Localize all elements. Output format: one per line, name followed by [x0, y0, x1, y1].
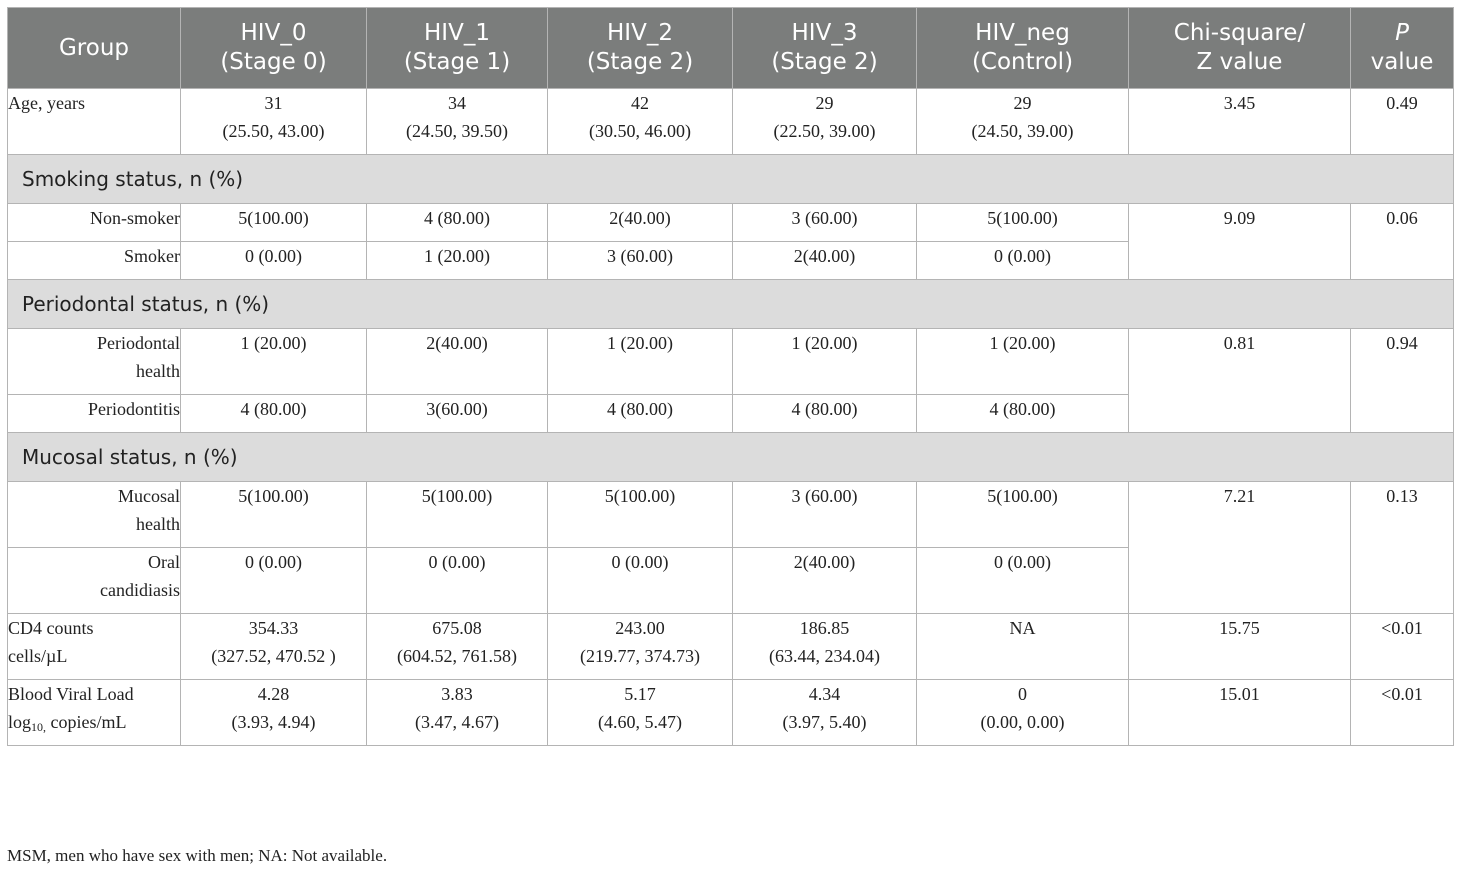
table-footnote: MSM, men who have sex with men; NA: Not available.	[7, 846, 388, 865]
cell-hiv3: 4 (80.00)	[733, 395, 917, 433]
cell-hiv2: 0 (0.00)	[548, 548, 733, 614]
cell-hiv2: 4 (80.00)	[548, 395, 733, 433]
cell-hiv1: 2(40.00)	[367, 329, 548, 395]
cell-hiv0: 0 (0.00)	[181, 242, 367, 280]
row-label: Non-smoker	[8, 204, 181, 242]
row-label: Periodontal health	[8, 329, 181, 395]
cell-hiv1: 3.83 (3.47, 4.67)	[367, 680, 548, 746]
cell-hiv1: 3(60.00)	[367, 395, 548, 433]
cell-hiv3: 3 (60.00)	[733, 482, 917, 548]
cell-hiv3: 4.34 (3.97, 5.40)	[733, 680, 917, 746]
cell-hiv3: 186.85 (63.44, 234.04)	[733, 614, 917, 680]
cell-hiv0: 31 (25.50, 43.00)	[181, 89, 367, 155]
cell-chi-square: 3.45	[1129, 89, 1351, 155]
cell-hivneg: 4 (80.00)	[917, 395, 1129, 433]
header-hiv3: HIV_3 (Stage 2)	[733, 8, 917, 89]
header-p-value: P value	[1351, 8, 1454, 89]
cell-hiv0: 1 (20.00)	[181, 329, 367, 395]
row-label: Periodontitis	[8, 395, 181, 433]
cell-chi-square: 15.75	[1129, 614, 1351, 680]
cell-hiv3: 2(40.00)	[733, 548, 917, 614]
row-non-smoker	[8, 204, 1454, 242]
cell-hivneg: 0 (0.00)	[917, 242, 1129, 280]
section-title: Periodontal status, n (%)	[8, 280, 1454, 329]
row-label: Age, years	[8, 89, 181, 155]
cell-hivneg: NA	[917, 614, 1129, 680]
cell-hiv2: 42 (30.50, 46.00)	[548, 89, 733, 155]
cell-chi-square: 15.01	[1129, 680, 1351, 746]
row-label: Oral candidiasis	[8, 548, 181, 614]
section-mucosal	[8, 433, 1454, 482]
cell-hiv2: 3 (60.00)	[548, 242, 733, 280]
cell-hiv2: 5.17 (4.60, 5.47)	[548, 680, 733, 746]
row-mucosal-health	[8, 482, 1454, 548]
row-periodontal-health	[8, 329, 1454, 395]
cell-hiv2: 5(100.00)	[548, 482, 733, 548]
row-age	[8, 89, 1454, 155]
cell-hiv3: 1 (20.00)	[733, 329, 917, 395]
cell-hiv2: 2(40.00)	[548, 204, 733, 242]
row-label: Smoker	[8, 242, 181, 280]
cell-chi-square: 9.09	[1129, 204, 1351, 280]
cell-hiv0: 0 (0.00)	[181, 548, 367, 614]
header-hivneg: HIV_neg (Control)	[917, 8, 1129, 89]
cell-p-value: 0.13	[1351, 482, 1454, 614]
cell-p-value: 0.94	[1351, 329, 1454, 433]
cell-hivneg: 0 (0.00, 0.00)	[917, 680, 1129, 746]
row-viral-load	[8, 680, 1454, 746]
row-label: Blood Viral Load $\log_{10,}$ copies/mL	[8, 680, 181, 746]
header-hiv1: HIV_1 (Stage 1)	[367, 8, 548, 89]
cell-hiv1: 1 (20.00)	[367, 242, 548, 280]
cell-hiv1: 5(100.00)	[367, 482, 548, 548]
cell-hivneg: 5(100.00)	[917, 204, 1129, 242]
cell-chi-square: 0.81	[1129, 329, 1351, 433]
cell-hivneg: 0 (0.00)	[917, 548, 1129, 614]
cell-hiv1: 675.08 (604.52, 761.58)	[367, 614, 548, 680]
cell-p-value: 0.06	[1351, 204, 1454, 280]
cell-hiv0: 4 (80.00)	[181, 395, 367, 433]
cell-hiv3: 2(40.00)	[733, 242, 917, 280]
cell-hiv1: 4 (80.00)	[367, 204, 548, 242]
row-cd4-counts	[8, 614, 1454, 680]
cell-hiv1: 0 (0.00)	[367, 548, 548, 614]
row-label: Mucosal health	[8, 482, 181, 548]
header-group: Group	[8, 8, 181, 89]
cell-hiv3: 3 (60.00)	[733, 204, 917, 242]
characteristics-table	[7, 7, 1454, 746]
header-row	[8, 8, 1454, 89]
cell-hivneg: 5(100.00)	[917, 482, 1129, 548]
cell-hiv0: 5(100.00)	[181, 482, 367, 548]
header-chi-square: Chi-square/ Z value	[1129, 8, 1351, 89]
cell-p-value: <0.01	[1351, 680, 1454, 746]
cell-hiv0: 354.33 (327.52, 470.52 )	[181, 614, 367, 680]
section-title: Mucosal status, n (%)	[8, 433, 1454, 482]
cell-hiv1: 34 (24.50, 39.50)	[367, 89, 548, 155]
cell-hiv2: 1 (20.00)	[548, 329, 733, 395]
row-label: CD4 counts cells/µL	[8, 614, 181, 680]
section-smoking	[8, 155, 1454, 204]
cell-hiv3: 29 (22.50, 39.00)	[733, 89, 917, 155]
cell-chi-square: 7.21	[1129, 482, 1351, 614]
section-periodontal	[8, 280, 1454, 329]
header-hiv0: HIV_0 (Stage 0)	[181, 8, 367, 89]
cell-hivneg: 1 (20.00)	[917, 329, 1129, 395]
cell-p-value: 0.49	[1351, 89, 1454, 155]
cell-hiv0: 5(100.00)	[181, 204, 367, 242]
section-title: Smoking status, n (%)	[8, 155, 1454, 204]
cell-p-value: <0.01	[1351, 614, 1454, 680]
header-hiv2: HIV_2 (Stage 2)	[548, 8, 733, 89]
cell-hiv2: 243.00 (219.77, 374.73)	[548, 614, 733, 680]
cell-hivneg: 29 (24.50, 39.00)	[917, 89, 1129, 155]
cell-hiv0: 4.28 (3.93, 4.94)	[181, 680, 367, 746]
